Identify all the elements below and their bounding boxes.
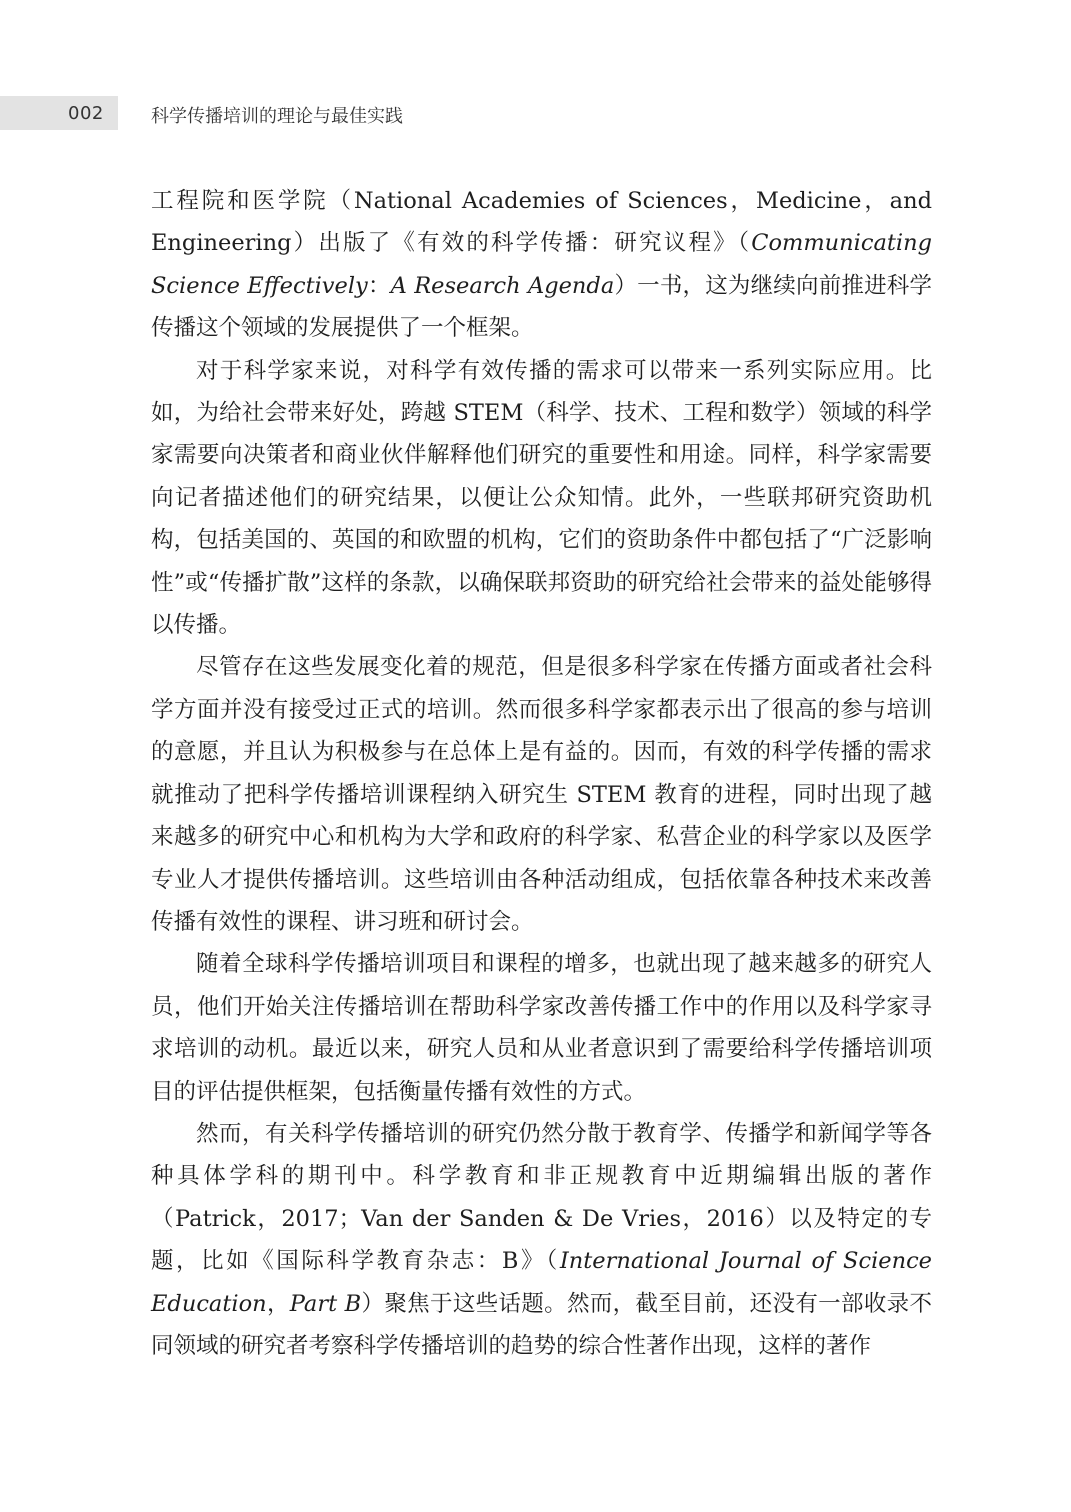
paragraph-1-text-c: ： [367, 272, 391, 299]
journal-part-en: Part B [289, 1290, 362, 1317]
paragraph-1 [151, 180, 932, 350]
book-subtitle-en: A Research Agenda [390, 272, 615, 299]
running-head: 科学传播培训的理论与最佳实践 [151, 106, 403, 127]
body-text [151, 180, 932, 1367]
paragraph-2: 对于科学家来说，对科学有效传播的需求可以带来一系列实际应用。比如，为给社会带来好处，跨越 STEM（科学、技术、工程和数学）领域的科学家需要向决策者和商业伙伴解释他们研究的重要性和用途。同样，科学家需要向记者描述他们的研究结果，以便让公众知情。此外，一些联邦研究资助机构，包括美国的、英国的和欧盟的机构，它们的资助条件中都包括了“广泛影响性”或“传播扩散”这样的条款，以确保联邦资助的研究给社会带来的益处能够得以传播。 [151, 357, 932, 639]
paragraph-5-text-e: ）聚焦于这些话题。然而，截至目前，还没有一部收录不同领域的研究者考察科学传播培训的趋势的综合性著作出现，这样的著作 [151, 1290, 932, 1359]
paragraph-1-text-e: ）一书，这为继续向前推进科学传播这个领域的发展提供了一个框架。 [151, 272, 932, 342]
paragraph-5-text-c: ， [266, 1290, 290, 1317]
paragraph-5-text-a: 然而，有关科学传播培训的研究仍然分散于教育学、传播学和新闻学等各种具体学科的期刊中。科学教育和非正规教育中近期编辑出版的著作（Patrick，2017；Van der Sanden & De Vries，2016）以及特定的专题，比如《国际科学教育杂志：B》（ [151, 1120, 932, 1275]
book-title-en: Communicating Science Effectively [151, 230, 932, 299]
paragraph-4: 随着全球科学传播培训项目和课程的增多，也就出现了越来越多的研究人员，他们开始关注传播培训在帮助科学家改善传播工作中的作用以及科学家寻求培训的动机。最近以来，研究人员和从业者意识到了需要给科学传播培训项目的评估提供框架，包括衡量传播有效性的方式。 [151, 951, 932, 1105]
journal-title-en: International Journal of Science Education [151, 1248, 932, 1317]
paragraph-1-text-a: 工程院和医学院（National Academies of Sciences，Medicine，and Engineering）出版了《有效的科学传播：研究议程》（ [151, 188, 932, 257]
paragraph-5 [151, 1113, 932, 1367]
page-number: 002 [68, 103, 104, 124]
paragraph-3: 尽管存在这些发展变化着的规范，但是很多科学家在传播方面或者社会科学方面并没有接受过正式的培训。然而很多科学家都表示出了很高的参与培训的意愿，并且认为积极参与在总体上是有益的。因而，有效的科学传播的需求就推动了把科学传播培训课程纳入研究生 STEM 教育的进程，同时出现了越来越多的研究中心和机构为大学和政府的科学家、私营企业的科学家以及医学专业人才提供传播培训。这些培训由各种活动组成，包括依靠各种技术来改善传播有效性的课程、讲习班和研讨会。 [151, 654, 932, 935]
